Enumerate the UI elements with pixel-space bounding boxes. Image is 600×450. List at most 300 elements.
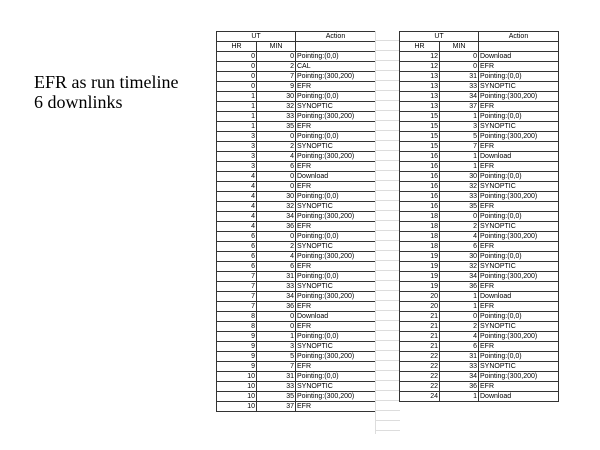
hour-cell: 13 xyxy=(400,82,440,92)
minute-cell: 1 xyxy=(440,162,479,172)
minute-cell: 33 xyxy=(257,112,296,122)
minute-cell: 30 xyxy=(257,92,296,102)
minute-cell: 6 xyxy=(440,242,479,252)
minute-cell: 0 xyxy=(440,52,479,62)
hour-cell: 0 xyxy=(217,52,257,62)
action-cell: EFR xyxy=(296,262,376,272)
minute-cell: 37 xyxy=(440,102,479,112)
action-cell: Pointing:(300,200) xyxy=(296,292,376,302)
minute-cell: 34 xyxy=(440,92,479,102)
minute-cell: 36 xyxy=(440,282,479,292)
hour-cell: 8 xyxy=(217,322,257,332)
minute-cell: 9 xyxy=(257,82,296,92)
hour-cell: 1 xyxy=(217,102,257,112)
hour-cell: 4 xyxy=(217,172,257,182)
hour-cell: 3 xyxy=(217,132,257,142)
table-row xyxy=(400,102,559,112)
table-row xyxy=(400,202,559,212)
action-cell: Pointing:(0,0) xyxy=(479,212,559,222)
hour-cell: 9 xyxy=(217,332,257,342)
table-row xyxy=(217,392,376,402)
action-cell: EFR xyxy=(479,102,559,112)
hour-cell: 3 xyxy=(217,142,257,152)
action-cell: EFR xyxy=(296,122,376,132)
table-row xyxy=(217,172,376,182)
table-row xyxy=(400,122,559,132)
action-cell: EFR xyxy=(479,282,559,292)
action-cell: Pointing:(0,0) xyxy=(479,112,559,122)
action-cell: Pointing:(0,0) xyxy=(479,312,559,322)
minute-cell: 1 xyxy=(257,332,296,342)
action-header: Action xyxy=(479,32,559,42)
action-cell: EFR xyxy=(296,402,376,412)
minute-cell: 0 xyxy=(257,52,296,62)
table-row xyxy=(217,272,376,282)
hour-cell: 22 xyxy=(400,362,440,372)
minute-cell: 34 xyxy=(440,372,479,382)
hour-cell: 22 xyxy=(400,372,440,382)
action-cell: SYNOPTIC xyxy=(479,322,559,332)
action-cell: Pointing:(0,0) xyxy=(296,332,376,342)
hour-cell: 6 xyxy=(217,242,257,252)
table-row xyxy=(217,292,376,302)
table-row xyxy=(400,322,559,332)
hour-cell: 1 xyxy=(217,122,257,132)
action-cell: CAL xyxy=(296,62,376,72)
table-row xyxy=(217,342,376,352)
minute-cell: 0 xyxy=(257,132,296,142)
table-row xyxy=(400,382,559,392)
action-cell: EFR xyxy=(296,162,376,172)
minute-cell: 4 xyxy=(257,152,296,162)
minute-cell: 2 xyxy=(257,142,296,152)
minute-cell: 2 xyxy=(440,322,479,332)
ut-header: UT xyxy=(400,32,479,42)
minute-cell: 32 xyxy=(440,262,479,272)
table-row xyxy=(400,192,559,202)
table-row xyxy=(217,322,376,332)
table-row xyxy=(400,332,559,342)
table-row xyxy=(400,132,559,142)
hour-cell: 0 xyxy=(217,72,257,82)
action-cell: Pointing:(0,0) xyxy=(296,232,376,242)
action-cell: Download xyxy=(296,172,376,182)
table-row xyxy=(217,212,376,222)
minute-cell: 1 xyxy=(440,112,479,122)
minute-cell: 6 xyxy=(257,262,296,272)
table-row xyxy=(217,192,376,202)
minute-cell: 3 xyxy=(257,342,296,352)
table-row xyxy=(400,242,559,252)
table-row xyxy=(217,72,376,82)
action-cell: EFR xyxy=(479,302,559,312)
spreadsheet-gap-column xyxy=(375,31,400,434)
timeline-rows-left xyxy=(217,52,376,412)
action-cell: SYNOPTIC xyxy=(479,362,559,372)
hour-cell: 18 xyxy=(400,242,440,252)
table-row xyxy=(400,302,559,312)
table-row xyxy=(217,372,376,382)
hour-cell: 13 xyxy=(400,92,440,102)
hour-cell: 16 xyxy=(400,162,440,172)
action-cell: Pointing:(300,200) xyxy=(296,152,376,162)
table-row xyxy=(400,152,559,162)
hour-cell: 20 xyxy=(400,302,440,312)
action-cell: SYNOPTIC xyxy=(479,82,559,92)
title-line-1: EFR as run timeline xyxy=(34,72,179,92)
minute-cell: 36 xyxy=(440,382,479,392)
hour-cell: 4 xyxy=(217,202,257,212)
action-cell: EFR xyxy=(479,242,559,252)
minute-cell: 30 xyxy=(440,172,479,182)
minute-cell: 0 xyxy=(440,212,479,222)
minute-cell: 0 xyxy=(257,182,296,192)
hour-cell: 15 xyxy=(400,132,440,142)
table-row xyxy=(217,332,376,342)
action-cell: Pointing:(300,200) xyxy=(479,132,559,142)
hour-cell: 3 xyxy=(217,162,257,172)
table-row xyxy=(217,152,376,162)
table-row xyxy=(400,352,559,362)
minute-cell: 7 xyxy=(257,72,296,82)
hour-cell: 12 xyxy=(400,62,440,72)
minute-cell: 36 xyxy=(257,222,296,232)
action-cell: Pointing:(300,200) xyxy=(296,212,376,222)
action-cell: SYNOPTIC xyxy=(296,382,376,392)
table-row xyxy=(400,362,559,372)
minute-cell: 4 xyxy=(440,332,479,342)
action-cell: Pointing:(300,200) xyxy=(479,232,559,242)
hour-cell: 3 xyxy=(217,152,257,162)
table-row xyxy=(400,172,559,182)
minute-cell: 33 xyxy=(257,382,296,392)
action-cell: Pointing:(0,0) xyxy=(479,72,559,82)
hour-cell: 16 xyxy=(400,172,440,182)
minute-cell: 1 xyxy=(440,292,479,302)
minute-cell: 32 xyxy=(440,182,479,192)
hour-cell: 13 xyxy=(400,102,440,112)
minute-cell: 31 xyxy=(257,272,296,282)
table-row xyxy=(217,382,376,392)
minute-cell: 0 xyxy=(440,62,479,72)
action-cell: SYNOPTIC xyxy=(296,202,376,212)
hour-cell: 8 xyxy=(217,312,257,322)
hour-cell: 4 xyxy=(217,192,257,202)
minute-cell: 31 xyxy=(257,372,296,382)
action-cell: EFR xyxy=(479,162,559,172)
hour-cell: 22 xyxy=(400,382,440,392)
action-cell: EFR xyxy=(479,142,559,152)
hr-header: HR xyxy=(400,42,440,52)
timeline-table-right xyxy=(399,31,559,402)
minute-cell: 37 xyxy=(257,402,296,412)
hour-cell: 18 xyxy=(400,232,440,242)
table-row xyxy=(217,202,376,212)
minute-cell: 31 xyxy=(440,72,479,82)
hour-cell: 19 xyxy=(400,272,440,282)
hour-cell: 4 xyxy=(217,212,257,222)
hour-cell: 16 xyxy=(400,182,440,192)
action-subheader-blank xyxy=(296,42,376,52)
table-row xyxy=(400,182,559,192)
timeline-table-left xyxy=(216,31,376,412)
minute-cell: 30 xyxy=(440,252,479,262)
minute-cell: 5 xyxy=(440,132,479,142)
hour-cell: 20 xyxy=(400,292,440,302)
table-row xyxy=(217,302,376,312)
table-row xyxy=(400,312,559,322)
table-row xyxy=(400,222,559,232)
table-row xyxy=(217,282,376,292)
hour-cell: 16 xyxy=(400,202,440,212)
table-row xyxy=(400,142,559,152)
minute-cell: 2 xyxy=(257,242,296,252)
table-row xyxy=(400,62,559,72)
table-row xyxy=(400,52,559,62)
table-row xyxy=(217,312,376,322)
hour-cell: 16 xyxy=(400,152,440,162)
hour-cell: 9 xyxy=(217,342,257,352)
hour-cell: 21 xyxy=(400,312,440,322)
table-row xyxy=(400,292,559,302)
hour-cell: 18 xyxy=(400,222,440,232)
minute-cell: 35 xyxy=(257,122,296,132)
table-row xyxy=(217,52,376,62)
action-cell: Pointing:(300,200) xyxy=(296,112,376,122)
table-header-row xyxy=(217,32,376,42)
action-cell: Pointing:(0,0) xyxy=(296,132,376,142)
hour-cell: 19 xyxy=(400,282,440,292)
hour-cell: 6 xyxy=(217,252,257,262)
minute-cell: 33 xyxy=(257,282,296,292)
minute-cell: 31 xyxy=(440,352,479,362)
minute-cell: 35 xyxy=(440,202,479,212)
table-row xyxy=(217,242,376,252)
table-row xyxy=(217,122,376,132)
hour-cell: 10 xyxy=(217,382,257,392)
hour-cell: 19 xyxy=(400,252,440,262)
minute-cell: 33 xyxy=(440,192,479,202)
hour-cell: 10 xyxy=(217,392,257,402)
hour-cell: 7 xyxy=(217,292,257,302)
table-row xyxy=(217,62,376,72)
action-cell: Pointing:(300,200) xyxy=(296,252,376,262)
timeline-rows-right xyxy=(400,52,559,402)
minute-cell: 32 xyxy=(257,102,296,112)
action-cell: Pointing:(300,200) xyxy=(479,272,559,282)
action-cell: Pointing:(300,200) xyxy=(479,192,559,202)
action-cell: SYNOPTIC xyxy=(479,122,559,132)
minute-cell: 7 xyxy=(440,142,479,152)
minute-cell: 2 xyxy=(257,62,296,72)
table-row xyxy=(217,112,376,122)
hour-cell: 10 xyxy=(217,402,257,412)
table-row xyxy=(400,252,559,262)
hour-cell: 4 xyxy=(217,182,257,192)
table-row xyxy=(400,232,559,242)
action-cell: Pointing:(0,0) xyxy=(296,372,376,382)
action-cell: SYNOPTIC xyxy=(479,262,559,272)
hour-cell: 7 xyxy=(217,302,257,312)
hour-cell: 16 xyxy=(400,192,440,202)
table-row xyxy=(400,162,559,172)
action-cell: EFR xyxy=(296,182,376,192)
table-row xyxy=(400,212,559,222)
minute-cell: 6 xyxy=(440,342,479,352)
minute-cell: 33 xyxy=(440,362,479,372)
minute-cell: 2 xyxy=(440,222,479,232)
table-row xyxy=(217,132,376,142)
action-cell: EFR xyxy=(296,222,376,232)
minute-cell: 0 xyxy=(257,322,296,332)
hour-cell: 7 xyxy=(217,282,257,292)
hour-cell: 4 xyxy=(217,222,257,232)
slide-title xyxy=(34,72,178,112)
hour-cell: 1 xyxy=(217,112,257,122)
hour-cell: 1 xyxy=(217,92,257,102)
hour-cell: 13 xyxy=(400,72,440,82)
hour-cell: 21 xyxy=(400,342,440,352)
hour-cell: 21 xyxy=(400,322,440,332)
action-cell: SYNOPTIC xyxy=(296,282,376,292)
action-cell: SYNOPTIC xyxy=(296,102,376,112)
hour-cell: 9 xyxy=(217,352,257,362)
action-subheader-blank xyxy=(479,42,559,52)
action-cell: Pointing:(0,0) xyxy=(296,192,376,202)
table-row xyxy=(400,112,559,122)
hour-cell: 18 xyxy=(400,212,440,222)
table-row xyxy=(400,392,559,402)
minute-cell: 1 xyxy=(440,392,479,402)
minute-cell: 0 xyxy=(257,312,296,322)
table-row xyxy=(400,282,559,292)
table-row xyxy=(400,92,559,102)
table-row xyxy=(217,222,376,232)
table-row xyxy=(217,142,376,152)
minute-cell: 0 xyxy=(257,172,296,182)
hour-cell: 0 xyxy=(217,82,257,92)
action-cell: EFR xyxy=(479,62,559,72)
action-cell: EFR xyxy=(296,322,376,332)
minute-cell: 7 xyxy=(257,362,296,372)
table-row xyxy=(217,92,376,102)
action-cell: SYNOPTIC xyxy=(479,222,559,232)
table-row xyxy=(217,252,376,262)
minute-cell: 35 xyxy=(257,392,296,402)
minute-cell: 36 xyxy=(257,302,296,312)
action-cell: SYNOPTIC xyxy=(296,142,376,152)
action-cell: Pointing:(300,200) xyxy=(479,372,559,382)
action-cell: EFR xyxy=(296,302,376,312)
minute-cell: 34 xyxy=(440,272,479,282)
table-row xyxy=(217,232,376,242)
table-subheader-row xyxy=(217,42,376,52)
table-row xyxy=(400,82,559,92)
minute-cell: 5 xyxy=(257,352,296,362)
action-cell: EFR xyxy=(296,362,376,372)
action-cell: Pointing:(300,200) xyxy=(479,332,559,342)
minute-cell: 4 xyxy=(440,232,479,242)
action-header: Action xyxy=(296,32,376,42)
minute-cell: 1 xyxy=(440,302,479,312)
action-cell: Pointing:(0,0) xyxy=(479,352,559,362)
minute-cell: 33 xyxy=(440,82,479,92)
action-cell: Download xyxy=(479,292,559,302)
minute-cell: 3 xyxy=(440,122,479,132)
table-row xyxy=(217,82,376,92)
minute-cell: 0 xyxy=(440,312,479,322)
action-cell: EFR xyxy=(479,382,559,392)
hour-cell: 15 xyxy=(400,112,440,122)
hour-cell: 9 xyxy=(217,362,257,372)
hour-cell: 6 xyxy=(217,262,257,272)
action-cell: EFR xyxy=(479,342,559,352)
table-header-row xyxy=(400,32,559,42)
min-header: MIN xyxy=(257,42,296,52)
action-cell: EFR xyxy=(479,202,559,212)
action-cell: SYNOPTIC xyxy=(296,342,376,352)
action-cell: Pointing:(0,0) xyxy=(479,252,559,262)
minute-cell: 34 xyxy=(257,292,296,302)
table-row xyxy=(217,362,376,372)
table-row xyxy=(400,272,559,282)
minute-cell: 0 xyxy=(257,232,296,242)
hour-cell: 0 xyxy=(217,62,257,72)
hour-cell: 10 xyxy=(217,372,257,382)
table-subheader-row xyxy=(400,42,559,52)
hour-cell: 15 xyxy=(400,122,440,132)
table-row xyxy=(400,372,559,382)
action-cell: SYNOPTIC xyxy=(479,182,559,192)
action-cell: Download xyxy=(479,152,559,162)
action-cell: Pointing:(300,200) xyxy=(296,72,376,82)
action-cell: Pointing:(300,200) xyxy=(296,352,376,362)
action-cell: SYNOPTIC xyxy=(296,242,376,252)
minute-cell: 6 xyxy=(257,162,296,172)
hour-cell: 24 xyxy=(400,392,440,402)
hour-cell: 22 xyxy=(400,352,440,362)
action-cell: Pointing:(0,0) xyxy=(296,92,376,102)
hr-header: HR xyxy=(217,42,257,52)
table-row xyxy=(217,262,376,272)
action-cell: Download xyxy=(479,52,559,62)
table-row xyxy=(217,162,376,172)
min-header: MIN xyxy=(440,42,479,52)
hour-cell: 15 xyxy=(400,142,440,152)
hour-cell: 6 xyxy=(217,232,257,242)
hour-cell: 19 xyxy=(400,262,440,272)
table-row xyxy=(400,72,559,82)
table-row xyxy=(217,402,376,412)
action-cell: Download xyxy=(479,392,559,402)
hour-cell: 21 xyxy=(400,332,440,342)
action-cell: Pointing:(300,200) xyxy=(296,392,376,402)
hour-cell: 7 xyxy=(217,272,257,282)
title-line-2: 6 downlinks xyxy=(34,92,123,112)
minute-cell: 30 xyxy=(257,192,296,202)
table-row xyxy=(217,352,376,362)
table-row xyxy=(217,182,376,192)
minute-cell: 1 xyxy=(440,152,479,162)
table-row xyxy=(400,342,559,352)
action-cell: EFR xyxy=(296,82,376,92)
action-cell: Pointing:(0,0) xyxy=(479,172,559,182)
action-cell: Pointing:(0,0) xyxy=(296,272,376,282)
table-row xyxy=(217,102,376,112)
action-cell: Download xyxy=(296,312,376,322)
minute-cell: 32 xyxy=(257,202,296,212)
action-cell: Pointing:(0,0) xyxy=(296,52,376,62)
